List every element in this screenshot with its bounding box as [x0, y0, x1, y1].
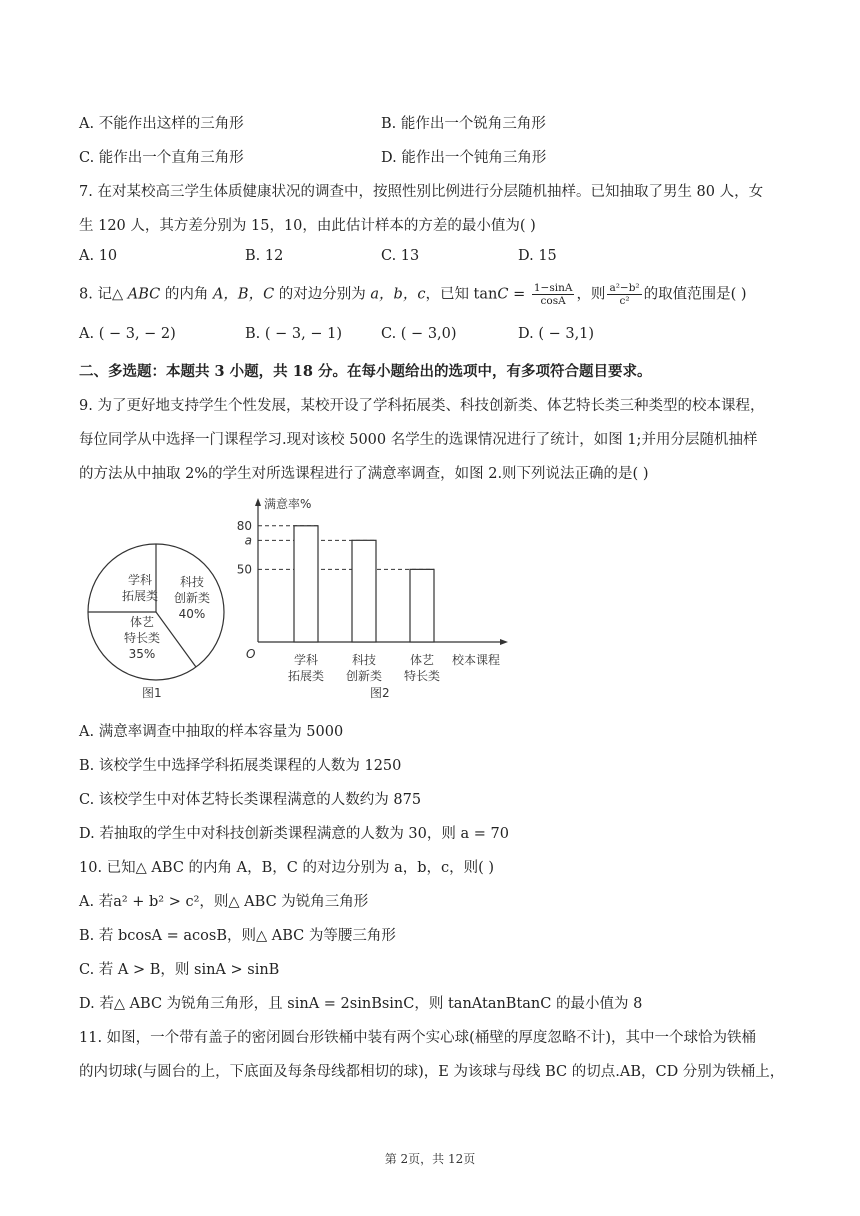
q6-option-a: A. 不能作出这样的三角形 — [79, 116, 244, 132]
q8-option-b: B. ( − 3, − 1) — [245, 326, 342, 342]
y-tick-label: a — [244, 533, 252, 548]
q7-stem-line2: 生 120 人，其方差分别为 15，10，由此估计样本的方差的最小值为( ) — [79, 218, 536, 234]
q8-equals: = — [508, 286, 530, 303]
q8-option-d: D. ( − 3,1) — [518, 326, 595, 342]
bar-caption: 图2 — [370, 686, 390, 700]
pie-slice-label: 特长类 — [123, 631, 161, 645]
q7-option-b: B. 12 — [245, 248, 284, 264]
q7-option-d: D. 15 — [518, 248, 557, 264]
pie-slice-label: 40% — [178, 607, 206, 621]
bar — [410, 569, 434, 642]
bar-category-label: 体艺 — [409, 653, 435, 667]
bar-category-label: 创新类 — [345, 669, 383, 683]
q8-suffix: 的取值范围是( ) — [643, 286, 747, 303]
q8-text: 的内角 — [160, 286, 213, 303]
bar-chart — [237, 496, 508, 700]
bar-category-label: 拓展类 — [287, 669, 325, 683]
y-tick-label: 50 — [236, 562, 252, 577]
q7-option-a: A. 10 — [79, 248, 118, 264]
q11-stem-line2: 的内切球(与圆台的上，下底面及每条母线都相切的球)，E 为该球与母线 BC 的切点.AB，CD 分别为铁桶上， — [79, 1064, 785, 1080]
q8-fraction-2-numerator: a²−b² — [609, 282, 640, 294]
q9-stem-line3: 的方法从中抽取 2%的学生对所选课程进行了满意率调查，如图 2.则下列说法正确的是( ) — [79, 466, 649, 482]
pie-slice-label: 拓展类 — [121, 589, 159, 603]
q8-fraction-1-numerator: 1−sinA — [533, 282, 573, 294]
q8-stem — [79, 282, 747, 307]
pie-slice-label: 科技 — [179, 575, 205, 589]
q8-option-c: C. ( − 3,0) — [381, 326, 457, 342]
section-2-heading: 二、多选题：本题共 3 小题，共 18 分。在每小题给出的选项中，有多项符合题目要求。 — [79, 363, 652, 380]
pie-caption: 图1 — [142, 686, 162, 700]
q8-fraction-2-denominator: c² — [619, 295, 630, 307]
q11-stem-line1: 11. 如图，一个带有盖子的密闭圆台形铁桶中装有两个实心球(桶壁的厚度忽略不计)，其中一个球恰为铁桶 — [79, 1030, 756, 1046]
q8-angle-c: C — [497, 286, 509, 303]
origin-label: O — [246, 647, 256, 661]
q9-stem-line2: 每位同学从中选择一门课程学习.现对该校 5000 名学生的选课情况进行了统计，如图 1;并用分层随机抽样 — [79, 432, 758, 448]
q9-figures — [80, 492, 520, 704]
bar — [352, 540, 376, 642]
page-footer: 第 2页，共 12页 — [384, 1152, 476, 1166]
y-axis-arrow — [255, 498, 261, 506]
q9-option-b: B. 该校学生中选择学科拓展类课程的人数为 1250 — [79, 758, 402, 774]
q6-option-d: D. 能作出一个钝角三角形 — [381, 150, 547, 166]
pie-chart — [88, 544, 224, 700]
q9-option-c: C. 该校学生中对体艺特长类课程满意的人数约为 875 — [79, 792, 422, 808]
q8-triangle-name: ABC — [127, 286, 161, 303]
q8-option-a: A. ( − 3, − 2) — [79, 326, 176, 342]
q10-option-b: B. 若 bcosA = acosB，则△ ABC 为等腰三角形 — [79, 928, 396, 944]
bar-category-label: 学科 — [293, 653, 319, 667]
pie-slice-label: 体艺 — [129, 615, 155, 629]
q6-option-c: C. 能作出一个直角三角形 — [79, 150, 244, 166]
q8-text: ，已知 tan — [425, 286, 498, 303]
x-axis-arrow — [500, 639, 508, 645]
bar-category-label: 科技 — [351, 653, 377, 667]
q9-option-d: D. 若抽取的学生中对科技创新类课程满意的人数为 30，则 a = 70 — [79, 826, 509, 842]
q8-fraction-1-denominator: cosA — [540, 295, 566, 307]
bar-category-label: 特长类 — [403, 669, 441, 683]
q8-sides: a，b，c — [370, 286, 426, 303]
pie-slice-label: 35% — [128, 647, 156, 661]
q9-option-a: A. 满意率调查中抽取的样本容量为 5000 — [79, 724, 344, 740]
y-axis-label: 满意率% — [264, 497, 312, 511]
q9-stem-line1: 9. 为了更好地支持学生个性发展，某校开设了学科拓展类、科技创新类、体艺特长类三种类型的校本课程， — [79, 398, 765, 414]
bar — [294, 526, 318, 642]
pie-slice-label: 创新类 — [173, 591, 211, 605]
q10-option-a: A. 若a² + b² > c²，则△ ABC 为锐角三角形 — [79, 894, 369, 910]
q8-fraction-1 — [532, 282, 575, 307]
q8-angles: A，B，C — [212, 286, 275, 303]
pie-slice-label: 学科 — [127, 573, 153, 587]
q7-option-c: C. 13 — [381, 248, 420, 264]
y-tick-label: 80 — [236, 518, 252, 533]
q8-text: ，则 — [576, 286, 606, 303]
q10-option-d: D. 若△ ABC 为锐角三角形，且 sinA = 2sinBsinC，则 tanAtanBtanC 的最小值为 8 — [79, 996, 643, 1012]
q6-option-b: B. 能作出一个锐角三角形 — [381, 116, 546, 132]
q10-stem: 10. 已知△ ABC 的内角 A，B，C 的对边分别为 a，b，c，则( ) — [79, 860, 495, 876]
q7-stem-line1: 7. 在对某校高三学生体质健康状况的调查中，按照性别比例进行分层随机抽样。已知抽取了男生 80 人，女 — [79, 184, 764, 200]
q8-fraction-2 — [607, 282, 641, 307]
x-axis-label: 校本课程 — [452, 653, 501, 667]
q8-prefix: 8. 记△ — [79, 286, 128, 303]
q8-text: 的对边分别为 — [274, 286, 371, 303]
q10-option-c: C. 若 A > B，则 sinA > sinB — [79, 962, 280, 978]
